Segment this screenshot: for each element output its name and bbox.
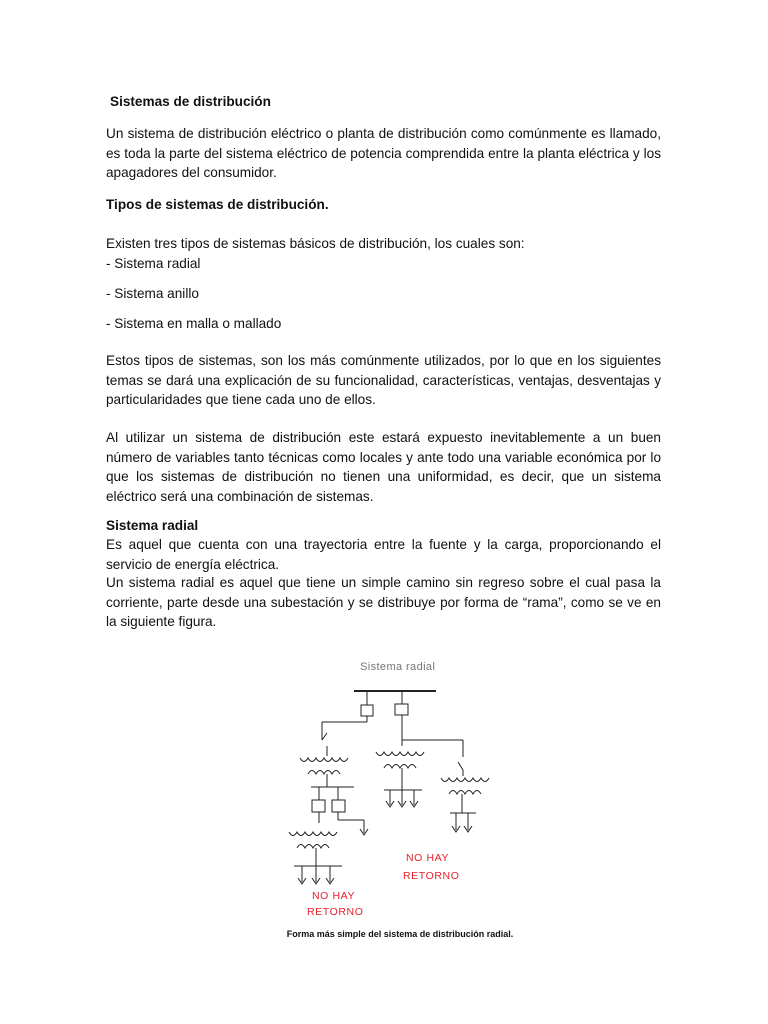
breaker-1 bbox=[361, 705, 373, 716]
type-item-mesh: - Sistema en malla o mallado bbox=[106, 316, 282, 331]
transformer-4-secondary bbox=[449, 791, 481, 795]
radial-system-figure bbox=[270, 650, 530, 930]
no-return-label-2: RETORNO bbox=[403, 870, 460, 882]
radial-heading: Sistema radial bbox=[106, 518, 199, 533]
transformer-2-primary bbox=[376, 752, 424, 756]
transformer-2-secondary bbox=[384, 765, 416, 769]
transformer-3-secondary bbox=[297, 845, 329, 849]
types-intro: Existen tres tipos de sistemas básicos de distribución, los cuales son: bbox=[106, 236, 525, 251]
types-heading: Tipos de sistemas de distribución. bbox=[106, 197, 329, 212]
intro-paragraph: Un sistema de distribución eléctrico o planta de distribución como comúnmente es llamado, es toda la parte del sistema eléctrico de potencia comprendida entre la planta eléctrica y los apagadores del consumidor. bbox=[106, 126, 661, 180]
type-item-ring: - Sistema anillo bbox=[106, 286, 199, 301]
type-item-radial: - Sistema radial bbox=[106, 256, 201, 271]
switch-1 bbox=[322, 733, 327, 740]
radial-description: Un sistema radial es aquel que tiene un simple camino sin regreso sobre el cual pasa la corriente, parte desde una subestación y se distribuye por forma de “rama”, como se ve en la siguiente figura. bbox=[106, 575, 661, 629]
breaker-4 bbox=[332, 800, 345, 812]
figure-caption: Forma más simple del sistema de distribución radial. bbox=[286, 929, 514, 939]
transformer-1-primary bbox=[300, 758, 348, 762]
transformer-3-primary bbox=[289, 832, 337, 836]
transformer-4-primary bbox=[441, 778, 489, 782]
common-types-paragraph: Estos tipos de sistemas, son los más comúnmente utilizados, por lo que en los siguientes temas se dará una explicación de su funcionalidad, características, ventajas, desventajas y particularidades que tiene cada uno de ellos. bbox=[106, 353, 661, 407]
switch-2 bbox=[458, 762, 463, 770]
transformer-1-secondary bbox=[308, 771, 340, 775]
uniformity-paragraph: Al utilizar un sistema de distribución este estará expuesto inevitablemente a un buen número de variables tanto técnicas como locales y ante todo una variable económica por lo que los sistemas de distribución no tienen una uniformidad, es decir, que un sistema eléctrico será una combinación de sistemas. bbox=[106, 430, 661, 504]
breaker-3 bbox=[312, 800, 325, 812]
page-heading: Sistemas de distribución bbox=[110, 94, 271, 109]
no-return-label-4: RETORNO bbox=[307, 906, 364, 918]
no-return-label-1: NO HAY bbox=[406, 852, 450, 864]
no-return-label-3: NO HAY bbox=[312, 890, 356, 902]
radial-definition: Es aquel que cuenta con una trayectoria entre la fuente y la carga, proporcionando el servicio de energía eléctrica. bbox=[106, 537, 661, 572]
figure-title: Sistema radial bbox=[360, 661, 436, 673]
breaker-2 bbox=[395, 704, 408, 715]
